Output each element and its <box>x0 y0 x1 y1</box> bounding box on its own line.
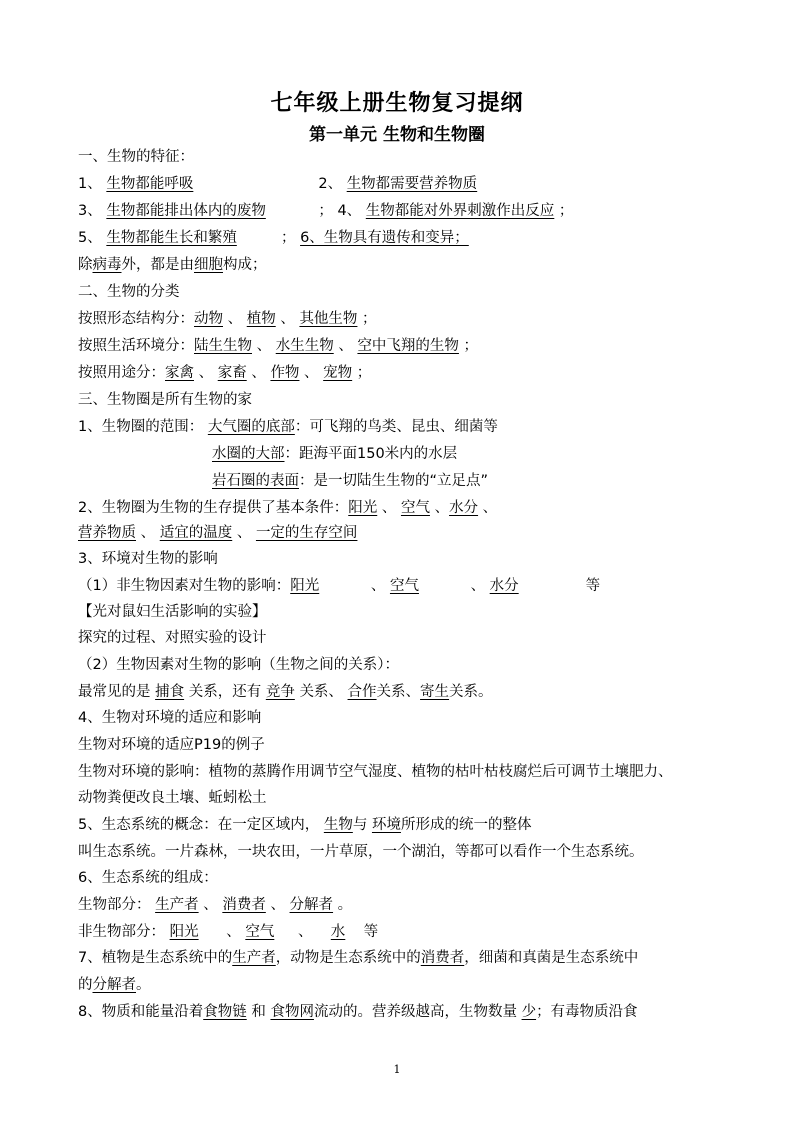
subsection-heading: 3、环境对生物的影响 <box>78 551 218 567</box>
blank-answer: 生产者 <box>155 897 199 913</box>
blank-answer: 家畜 <box>217 365 247 381</box>
text-line: 叫生态系统。一片森林，一块农田，一片草原，一个湖泊，等都可以看作一个生态系统。 <box>78 844 644 860</box>
blank-answer: 捕食 <box>155 684 185 700</box>
blank-answer: 少 <box>521 1004 537 1020</box>
blank-answer: 分解者 <box>92 977 136 993</box>
subsection-heading: 6、生态系统的组成： <box>78 870 218 886</box>
text-line: 3、 生物都能排出体内的废物 ； 4、 生物都能对外界刺激作出反应 ； <box>78 203 574 219</box>
blank-answer: 病毒 <box>92 257 122 273</box>
blank-answer: 适宜的温度 <box>159 525 233 541</box>
page-number: 1 <box>393 1063 401 1076</box>
blank-answer: 作物 <box>270 365 300 381</box>
blank-answer: 细胞 <box>194 257 223 273</box>
blank-answer: 食物链 <box>203 1004 247 1020</box>
text-line: （2）生物因素对生物的影响（生物之间的关系）： <box>78 657 399 673</box>
blank-answer: 竞争 <box>265 684 295 700</box>
blank-answer: 生物 <box>323 817 353 833</box>
subsection-heading: 4、生物对环境的适应和影响 <box>78 710 262 726</box>
blank-answer: 消费者 <box>420 950 465 966</box>
blank-answer: 寄生 <box>420 684 450 700</box>
blank-answer: 空气 <box>389 578 419 594</box>
blank-answer: 陆生生物 <box>194 338 252 354</box>
blank-answer: 生物都需要营养物质 <box>346 176 478 192</box>
blank-answer: 大气圈的底部 <box>207 419 295 435</box>
section-heading: 二、生物的分类 <box>78 284 180 300</box>
blank-answer: 食物网 <box>270 1004 314 1020</box>
blank-answer: 植物 <box>246 311 276 327</box>
blank-answer: 动物 <box>194 311 223 327</box>
blank-answer: 生产者 <box>232 950 276 966</box>
text-line: （1）非生物因素对生物的影响：阳光 、 空气 、 水分 等 <box>78 578 601 594</box>
text-line: 按照形态结构分：动物 、 植物 、 其他生物 ； <box>78 311 377 327</box>
text-line: 营养物质 、 适宜的温度 、 一定的生存空间 <box>78 525 358 541</box>
text-line: 1、生物圈的范围： 大气圈的底部：可飞翔的鸟类、昆虫、细菌等 <box>78 419 498 435</box>
text-line: 2、生物圈为生物的生存提供了基本条件：阳光 、 空气 、水分 、 <box>78 500 498 516</box>
blank-answer: 水分 <box>489 578 519 594</box>
text-line: 动物粪便改良土壤、蚯蚓松土 <box>78 790 267 806</box>
blank-answer: 阳光 <box>290 578 320 594</box>
text-line: 8、物质和能量沿着食物链 和 食物网流动的。营养级越高，生物数量 少；有毒物质沿食 <box>78 1004 638 1020</box>
blank-answer: 水生生物 <box>275 338 334 354</box>
blank-answer: 水分 <box>449 500 479 516</box>
blank-answer: 阳光 <box>348 500 378 516</box>
text-line: 按照用途分：家禽 、 家畜 、 作物 、 宠物 ； <box>78 365 372 381</box>
blank-answer: 空气 <box>245 924 275 940</box>
text-line: 除病毒外，都是由细胞构成； <box>78 257 267 273</box>
blank-answer: 环境 <box>371 817 401 833</box>
section-heading: 三、生物圈是所有生物的家 <box>78 392 252 408</box>
blank-answer: 岩石圈的表面 <box>212 473 299 489</box>
blank-answer: 家禽 <box>165 365 194 381</box>
text-line: 5、生态系统的概念：在一定区域内， 生物与 环境所形成的统一的整体 <box>78 817 532 833</box>
text-line: 生物对环境的影响：植物的蒸腾作用调节空气湿度、植物的枯叶枯枝腐烂后可调节土壤肥力、 <box>78 764 673 780</box>
text-line: 水圈的大部：距海平面150米内的水层 <box>212 446 458 462</box>
blank-answer: 生物都能对外界刺激作出反应 <box>365 203 555 219</box>
experiment-title: 【光对鼠妇生活影响的实验】 <box>78 604 267 620</box>
blank-answer: 宠物 <box>323 365 353 381</box>
blank-answer: 合作 <box>347 684 377 700</box>
blank-answer: 生物都能生长和繁殖 <box>106 230 237 246</box>
document-title: 七年级上册生物复习提纲 <box>270 90 524 116</box>
text-line: 探究的过程、对照实验的设计 <box>78 630 267 646</box>
text-line: 的分解者。 <box>78 977 151 993</box>
blank-answer: 阳光 <box>169 924 199 940</box>
text-line: 岩石圈的表面：是一切陆生生物的“立足点” <box>212 473 489 489</box>
section-heading: 一、生物的特征： <box>78 149 194 165</box>
text-line: 生物对环境的适应P19的例子 <box>78 737 265 753</box>
text-line: 5、 生物都能生长和繁殖 ； 6、生物具有遗传和变异； <box>78 230 469 246</box>
unit-title: 第一单元 生物和生物圈 <box>309 125 485 145</box>
text-line: 生物部分： 生产者 、 消费者 、 分解者 。 <box>78 897 353 913</box>
text-line: 非生物部分： 阳光 、 空气 、 水 等 <box>78 924 379 940</box>
blank-answer: 消费者 <box>222 897 266 913</box>
text-line: 7、植物是生态系统中的生产者，动物是生态系统中的消费者，细菌和真菌是生态系统中 <box>78 950 639 966</box>
blank-answer: 营养物质 <box>78 525 136 541</box>
blank-answer: 分解者 <box>289 897 334 913</box>
text-line: 最常见的是 捕食 关系，还有 竞争 关系、 合作关系、寄生关系。 <box>78 684 493 700</box>
blank-answer: 水圈的大部 <box>212 446 285 462</box>
blank-answer: 空气 <box>400 500 430 516</box>
blank-answer: 一定的生存空间 <box>255 525 358 541</box>
blank-answer: 空中飞翔的生物 <box>357 338 459 354</box>
blank-answer: 生物都能排出体内的废物 <box>106 203 266 219</box>
blank-answer: 生物都能呼吸 <box>106 176 194 192</box>
blank-answer: 6、生物具有遗传和变异； <box>300 230 469 246</box>
text-line: 1、 生物都能呼吸 2、 生物都需要营养物质 <box>78 174 559 194</box>
blank-answer: 水 <box>330 924 346 940</box>
text-line: 按照生活环境分：陆生生物 、 水生生物 、 空中飞翔的生物 ； <box>78 338 479 354</box>
blank-answer: 其他生物 <box>299 311 358 327</box>
